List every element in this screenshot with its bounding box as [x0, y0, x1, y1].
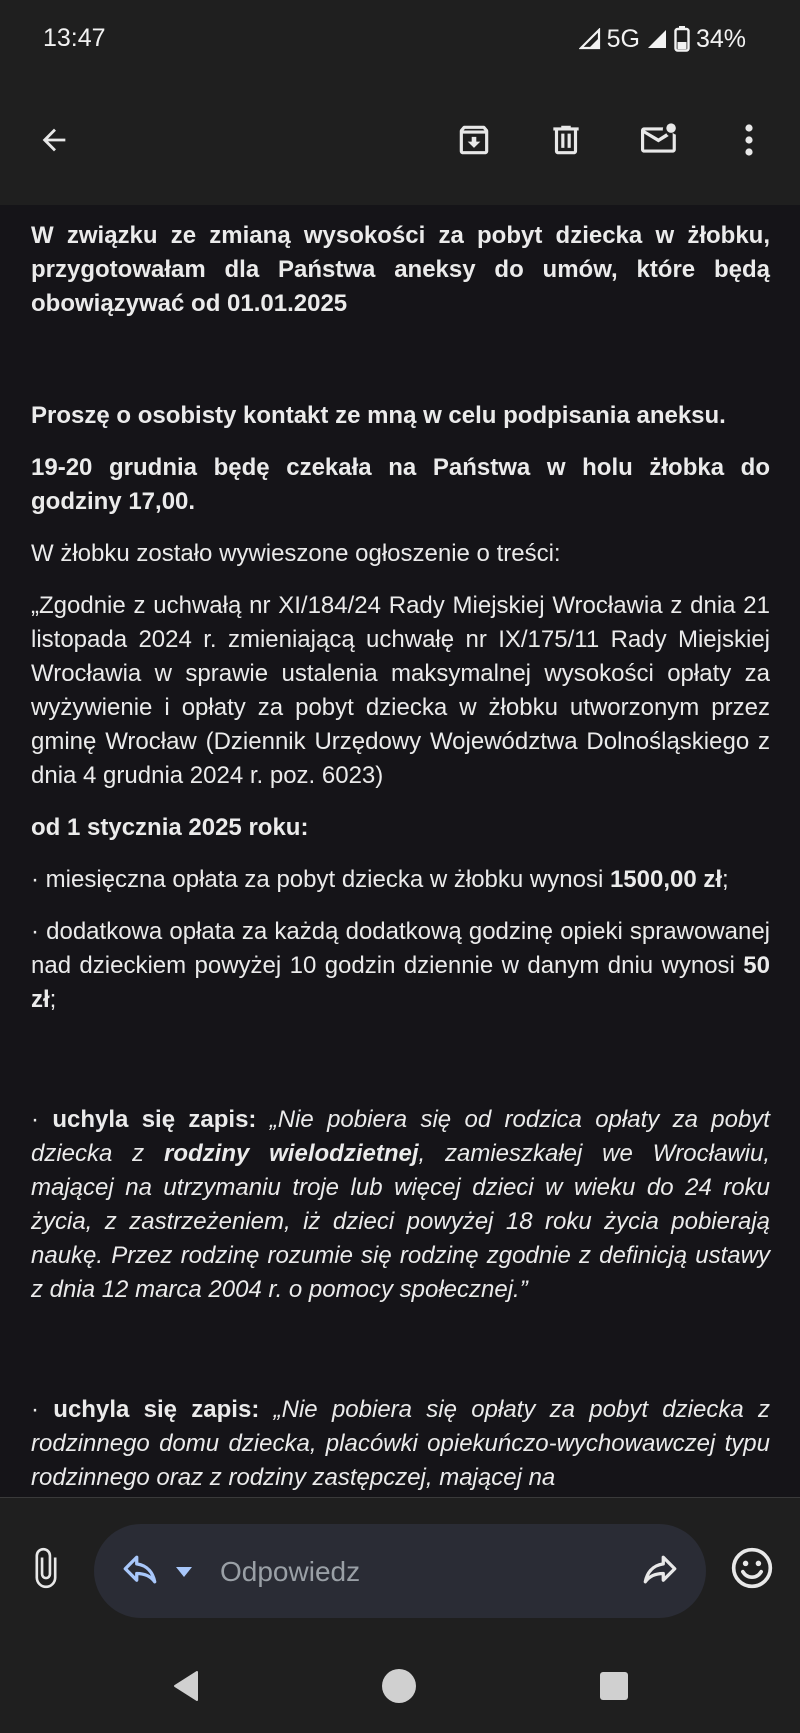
archive-icon: [455, 121, 493, 159]
trash-icon: [547, 121, 585, 159]
mail-unread-icon: [639, 121, 681, 159]
delete-button[interactable]: [538, 112, 594, 168]
more-button[interactable]: [721, 112, 777, 168]
emoji-icon[interactable]: [730, 1546, 774, 1590]
email-paragraph: W żłobku zostało wywieszone ogłoszenie o treści:: [31, 540, 561, 567]
message-toolbar: [0, 80, 800, 205]
reply-pill: [94, 1524, 706, 1618]
email-paragraph: od 1 stycznia 2025 roku:: [31, 814, 309, 841]
signal-icon-2: [646, 28, 668, 50]
battery-label: 34%: [695, 24, 746, 53]
more-vertical-icon: [744, 123, 754, 157]
nav-home-icon: [380, 1667, 418, 1705]
reply-input[interactable]: [218, 1546, 602, 1598]
reply-bar: [0, 1498, 800, 1638]
paperclip-icon: [33, 1547, 59, 1589]
repealed-clause: · uchyla się zapis: „Nie pobiera się opłaty za pobyt dziecka z rodzinnego domu dziecka, placówki opiekuńczo-wychowawczej typu rodzinnego oraz z rodziny zastępczej, mającej na: [31, 1396, 770, 1491]
system-nav-bar: [0, 1638, 800, 1733]
email-body: [0, 205, 800, 1498]
email-paragraph: Proszę o osobisty kontakt ze mną w celu podpisania aneksu.: [31, 402, 726, 429]
back-button[interactable]: [26, 112, 82, 168]
nav-home-button[interactable]: [379, 1666, 419, 1706]
nav-back-button[interactable]: [166, 1666, 206, 1706]
signal-icon: [579, 28, 601, 50]
email-paragraph: W związku ze zmianą wysokości za pobyt dziecka w żłobku, przygotowałam dla Państwa aneksy do umów, które będą obowiązywać od 01.01.2025: [31, 222, 770, 317]
mark-unread-button[interactable]: [632, 112, 688, 168]
fee-bullet: · miesięczna opłata za pobyt dziecka w żłobku wynosi 1500,00 zł;: [31, 866, 729, 893]
status-icons: [579, 24, 746, 54]
attach-button[interactable]: [22, 1544, 70, 1592]
status-time: 13:47: [43, 24, 106, 52]
network-label: 5G: [606, 24, 640, 53]
status-bar: [0, 0, 800, 80]
battery-icon: [674, 26, 690, 52]
arrow-left-icon: [37, 123, 71, 157]
repealed-clause: · uchyla się zapis: „Nie pobiera się od rodzica opłaty za pobyt dziecka z rodziny wielodzietnej, zamieszkałej we Wrocławiu, mającej na utrzymaniu troje lub więcej dzieci w wieku do 24 roku życia, z zastrzeżeniem, iż dzieci powyżej 18 roku życia pobierają naukę. Przez rodzinę rozumie się rodzinę zgodnie z definicją ustawy z dnia 12 marca 2004 r. o pomocy społecznej.”: [31, 1106, 770, 1303]
fee-bullet: · dodatkowa opłata za każdą dodatkową godzinę opieki sprawowanej nad dzieckiem powyżej 10 godzin dziennie w danym dniu wynosi 50 zł;: [31, 918, 770, 1013]
nav-back-icon: [171, 1670, 201, 1702]
reply-icon[interactable]: [120, 1554, 160, 1590]
archive-button[interactable]: [446, 112, 502, 168]
email-paragraph: „Zgodnie z uchwałą nr XI/184/24 Rady Miejskiej Wrocławia z dnia 21 listopada 2024 r. zmieniającą uchwałę nr IX/175/11 Rady Miejskiej Wrocławia w sprawie ustalenia maksymalnej wysokości opłaty za wyżywienie i opłaty za pobyt dziecka w żłobku utworzonym przez gminę Wrocław (Dziennik Urzędowy Województwa Dolnośląskiego z dnia 4 grudnia 2024 r. poz. 6023): [31, 592, 770, 789]
forward-icon[interactable]: [640, 1554, 680, 1590]
nav-recents-button[interactable]: [594, 1666, 634, 1706]
email-paragraph: 19-20 grudnia będę czekała na Państwa w holu żłobka do godziny 17,00.: [31, 454, 770, 515]
nav-recents-icon: [599, 1671, 629, 1701]
caret-down-icon[interactable]: [174, 1564, 194, 1580]
